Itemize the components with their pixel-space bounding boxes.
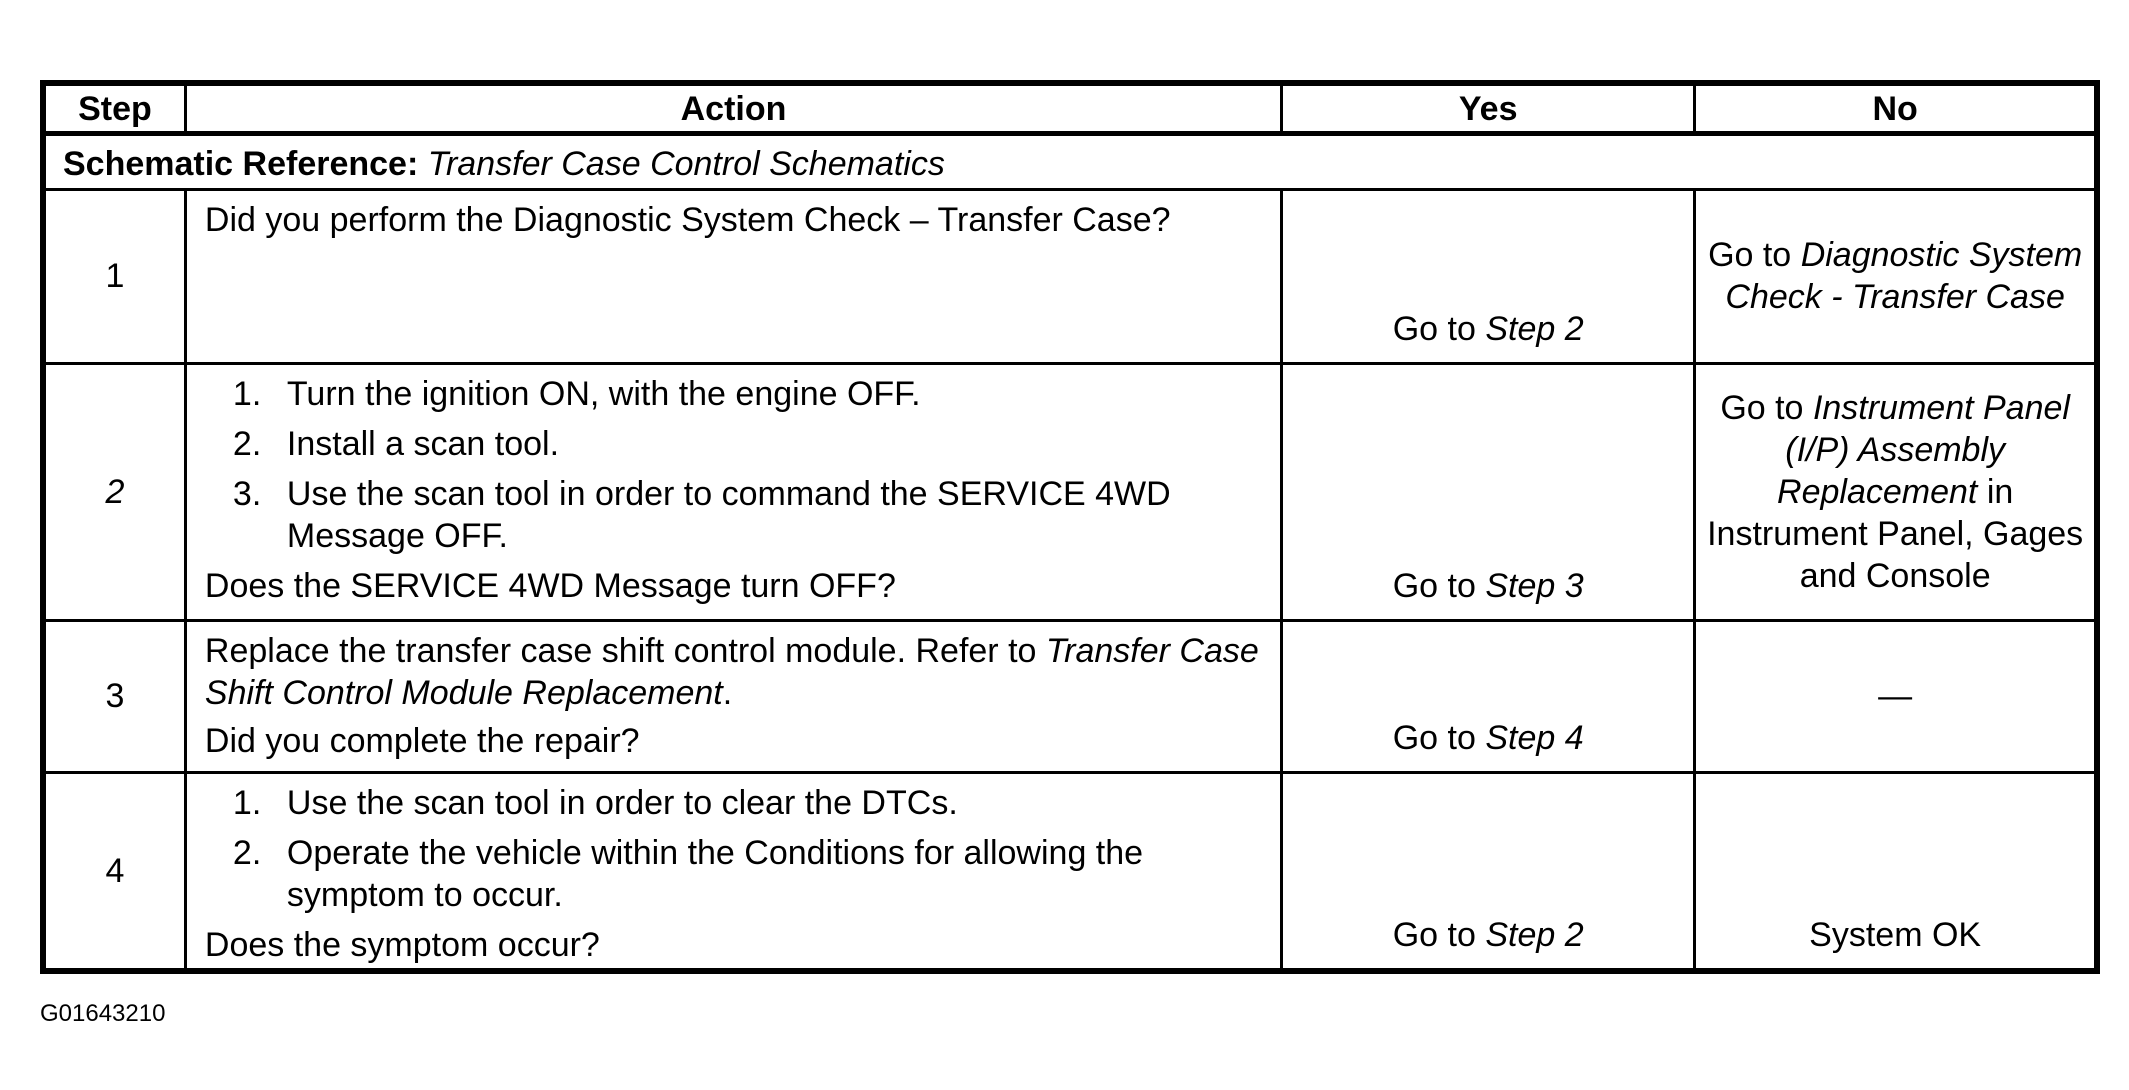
list-number: 3. [232, 474, 262, 513]
action-cell [185, 363, 1281, 620]
action-text: Did you perform the Diagnostic System Check – Transfer Case? [204, 200, 1171, 239]
yes-cell [1282, 620, 1695, 772]
step-number: 3 [43, 620, 185, 772]
no-prefix: Go to [1708, 236, 1792, 275]
schematic-reference-link[interactable]: Transfer Case Control Schematics [427, 144, 945, 183]
header-action: Action [185, 83, 1281, 134]
header-step: Step [43, 83, 185, 134]
action-question: Does the SERVICE 4WD Message turn OFF? [204, 566, 896, 605]
action-question: Does the symptom occur? [204, 925, 600, 964]
list-item [205, 832, 1260, 916]
no-procedure-link[interactable]: Instrument Panel (I/P) Assembly Replacement [1777, 388, 2070, 511]
figure-id: G01643210 [40, 1000, 166, 1027]
list-text: Use the scan tool in order to clear the DTCs. [286, 783, 958, 822]
action-text [205, 630, 1260, 714]
no-suffix: in Instrument Panel, Gages and Console [1707, 472, 2084, 595]
action-list [205, 373, 1260, 557]
no-prefix: Go to [1720, 388, 1804, 427]
list-text: Turn the ignition ON, with the engine OFF. [286, 374, 921, 413]
no-result: System OK [1809, 916, 1982, 954]
list-number: 1. [232, 783, 262, 822]
yes-prefix: Go to [1392, 718, 1476, 757]
table-row [43, 620, 2097, 772]
schematic-reference-label: Schematic Reference: [63, 144, 419, 183]
step-number: 1 [43, 189, 185, 363]
step-number: 2 [43, 363, 185, 620]
list-item [205, 473, 1260, 557]
no-cell [1695, 772, 2097, 971]
yes-cell [1282, 772, 1695, 971]
list-item [205, 423, 1260, 465]
action-procedure-link[interactable]: Transfer Case Shift Control Module Replacement [204, 631, 1259, 712]
table-row [43, 363, 2097, 620]
step-number: 4 [43, 772, 185, 971]
action-cell [185, 620, 1281, 772]
yes-prefix: Go to [1392, 566, 1476, 605]
header-row [43, 83, 2097, 134]
no-cell [1695, 189, 2097, 363]
action-question: Did you complete the repair? [204, 721, 640, 760]
yes-cell [1282, 363, 1695, 620]
yes-cell [1282, 189, 1695, 363]
yes-step-link[interactable]: Step 2 [1485, 309, 1584, 348]
action-text-prefix: Replace the transfer case shift control module. Refer to [204, 631, 1037, 670]
list-number: 2. [232, 424, 262, 463]
yes-step-link[interactable]: Step 2 [1485, 916, 1584, 954]
list-number: 2. [232, 833, 262, 872]
yes-step-link[interactable]: Step 3 [1485, 566, 1584, 605]
schematic-reference-row [43, 134, 2097, 190]
yes-prefix: Go to [1392, 309, 1476, 348]
schematic-reference-cell [43, 134, 2097, 190]
yes-step-link[interactable]: Step 4 [1485, 718, 1584, 757]
table-row [43, 772, 2097, 971]
list-item [205, 373, 1260, 415]
list-item [205, 782, 1260, 824]
no-cell [1695, 363, 2097, 620]
diagnostic-table [40, 80, 2100, 974]
no-dash: — [1878, 677, 1913, 716]
action-list [205, 782, 1260, 916]
action-cell [185, 772, 1281, 971]
header-yes: Yes [1282, 83, 1695, 134]
yes-prefix: Go to [1392, 916, 1476, 954]
action-text-suffix: . [722, 673, 733, 712]
list-number: 1. [232, 374, 262, 413]
list-text: Operate the vehicle within the Conditions for allowing the symptom to occur. [286, 833, 1144, 914]
list-text: Use the scan tool in order to command the SERVICE 4WD Message OFF. [286, 474, 1171, 555]
no-cell [1695, 620, 2097, 772]
action-cell [185, 189, 1281, 363]
no-procedure-link[interactable]: Diagnostic System Check - Transfer Case [1725, 236, 2083, 317]
list-text: Install a scan tool. [286, 424, 560, 463]
header-no: No [1695, 83, 2097, 134]
table-row [43, 189, 2097, 363]
